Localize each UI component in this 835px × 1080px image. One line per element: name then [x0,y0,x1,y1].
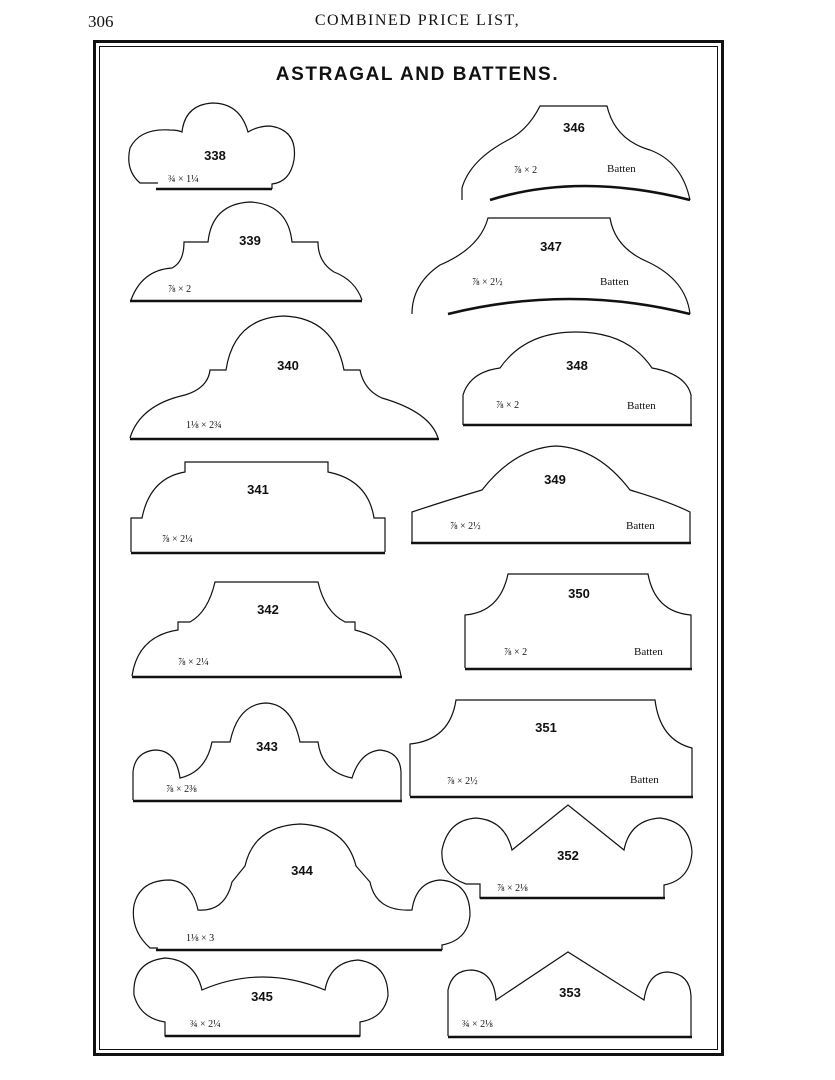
moulding-number: 348 [566,358,588,373]
moulding-number: 351 [535,720,557,735]
moulding-size: ⅞ × 2 [496,400,520,411]
moulding-size: ⅞ × 2½ [472,277,503,288]
moulding-350 [465,574,692,669]
moulding-number: 339 [239,233,261,248]
moulding-size: ⅞ × 2½ [447,776,478,787]
moulding-347 [412,218,690,314]
moulding-number: 344 [291,863,313,878]
moulding-343 [133,703,402,801]
moulding-size: ⅞ × 2¼ [178,657,209,668]
moulding-344 [133,824,470,950]
moulding-341 [131,462,385,553]
moulding-349 [411,446,691,543]
moulding-number: 347 [540,239,562,254]
batten-label: Batten [634,646,663,658]
moulding-340 [130,316,439,439]
moulding-348 [463,332,692,425]
moulding-number: 353 [559,985,581,1000]
moulding-number: 343 [256,739,278,754]
batten-label: Batten [630,774,659,786]
moulding-size: ⅞ × 2 [168,284,192,295]
moulding-size: 1⅛ × 2¾ [186,420,222,431]
moulding-size: ¾ × 1¼ [168,174,199,185]
moulding-number: 341 [247,482,269,497]
moulding-number: 340 [277,358,299,373]
moulding-size: ⅞ × 2 [504,647,528,658]
moulding-size: ⅞ × 2¼ [162,534,193,545]
moulding-338 [129,103,295,189]
moulding-number: 342 [257,602,279,617]
moulding-size: ¾ × 2¼ [190,1019,221,1030]
moulding-346 [462,106,690,200]
moulding-number: 350 [568,586,590,601]
moulding-339 [130,202,362,301]
batten-label: Batten [626,520,655,532]
moulding-353 [448,952,692,1037]
batten-label: Batten [627,400,656,412]
moulding-number: 345 [251,989,273,1004]
moulding-number: 338 [204,148,226,163]
moulding-345 [134,958,388,1036]
moulding-number: 352 [557,848,579,863]
moulding-size: 1⅛ × 3 [186,933,215,944]
page-number: 306 [88,12,114,31]
running-title: COMBINED PRICE LIST, [314,12,521,29]
moulding-size: ⅞ × 2⅜ [166,784,197,795]
moulding-size: ⅞ × 2½ [450,521,481,532]
batten-label: Batten [600,276,629,288]
moulding-number: 349 [544,472,566,487]
moulding-size: ⅞ × 2⅛ [497,883,528,894]
moulding-342 [132,582,402,677]
batten-label: Batten [607,163,636,175]
moulding-351 [410,700,693,797]
plate-title: ASTRAGAL AND BATTENS. [275,64,560,85]
moulding-size: ¾ × 2⅛ [462,1019,493,1030]
moulding-number: 346 [563,120,585,135]
moulding-352 [442,805,692,898]
moulding-size: ⅞ × 2 [514,165,538,176]
